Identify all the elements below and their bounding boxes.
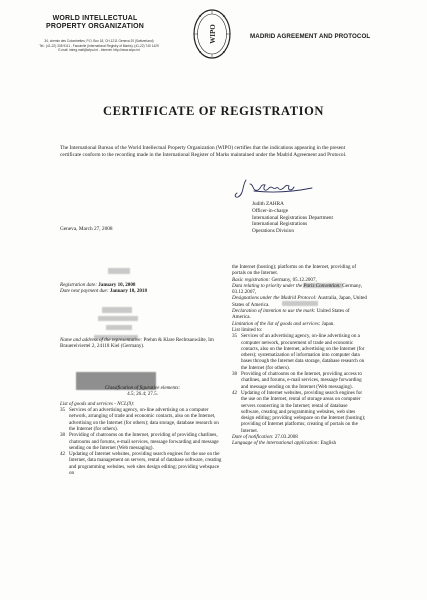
class-number: 42 [232, 389, 238, 396]
list-item [60, 407, 225, 432]
signer-title: Officer-in-charge [252, 207, 288, 214]
goods-list-label: List of goods and services - NCL(9): [60, 400, 135, 407]
list-item [232, 390, 367, 434]
registration-date-value: January 10, 2008 [98, 282, 136, 288]
next-payment-label: Date next payment due: [60, 288, 109, 295]
madrid-agreement-label: MADRID AGREEMENT AND PROTOCOL [250, 33, 371, 40]
designations-value: Australia, Japan, United States of America. [232, 295, 367, 308]
notification-value: 27.03.2008 [274, 434, 298, 441]
class-number: 35 [232, 333, 238, 340]
limitation-value: Japan. [321, 320, 335, 327]
priority-row [232, 283, 367, 296]
class-description: Providing of chatrooms on the Internet, providing access to chatlines, and forums, e-mail services, message forwarding and message sending on the Internet (Web messaging). [241, 371, 362, 390]
address-line-1: 34, chemin des Colombettes, P.O. Box 18, CH-1211 Geneva 20 (Switzerland) [44, 39, 154, 43]
designations-label: Designations under the Madrid Protocol: [232, 295, 317, 302]
class-number: 38 [232, 371, 238, 378]
representative-label: Name and address of the representative: [60, 336, 143, 343]
class-description: Services of an advertising agency, on-line advertising on a computer network, arranging of trade and economic contacts, also on the Internet, advertising on the Internet (for others); data storage, database research on the Internet (for others). [69, 407, 219, 432]
list-item [60, 451, 225, 476]
declaration-label: Declaration of intention to use the mark: [232, 308, 316, 315]
representative-block [60, 337, 225, 350]
representative-value: Prehm & Klare Rechtsanwälte, Im Brauereiviertel 2, 24118 Kiel (Germany). [60, 336, 214, 349]
place-and-date: Geneva, March 27, 2008 [60, 226, 113, 232]
certification-statement: The International Bureau of the World Intellectual Property Organization (WIPO) certifies that the indications appearing in the present certificate conform to the recording made in the International Register of Marks maintained under the Madrid Agreement and Protocol. [60, 145, 347, 159]
classification-label: Classification of figurative elements: [104, 385, 181, 392]
list-item [232, 333, 367, 371]
priority-value: Germany, 03.12.2007, [232, 282, 363, 296]
svg-text:WIPO: WIPO [209, 24, 217, 44]
class-description: Providing of chatrooms on the Internet, providing of providing chatlines, chatrooms and forums, e-mail services, message forwarding and message sending on the Internet (Web messaging). [69, 432, 219, 451]
handwritten-signature [232, 176, 322, 200]
language-row [232, 440, 367, 446]
class-number: 35 [60, 407, 66, 414]
signer-dept-1: International Registrations Department [252, 214, 333, 221]
registration-date-label: Registration date: [60, 282, 97, 288]
class-description: Updating of Internet websites, providing search engines for the use on the Internet, data management on servers, rental of database software, creating and programming websites, web sites design editing; providing webspace on [69, 451, 222, 477]
class-description: Services of an advertising agency, on-line advertising on a computer network, procurement of trade and economic contacts, also on the Internet, advertising on the Internet (for others); systematization of information into computer data bases through the Internet data storage, database research on the Internet (for others). [241, 333, 365, 371]
next-payment-value: January 10, 2018 [109, 288, 148, 295]
signer-name: Judith ZAHRA [252, 201, 284, 207]
basic-registration-value: Germany, 05.12.2007, [271, 276, 317, 283]
class-number: 42 [60, 451, 66, 458]
basic-registration-label: Basic registration: [232, 276, 271, 283]
priority-label: Data relating to priority under the Paris Convention: [232, 282, 341, 289]
right-column [232, 264, 367, 447]
signer-dept-2: International Registrations [252, 221, 308, 228]
goods-continuation: the Internet (hosting); platforms on the Internet, providing of portals on the Internet. [232, 264, 357, 277]
signer-block [252, 201, 333, 235]
org-line-1: WORLD INTELLECTUAL [52, 15, 138, 22]
notification-label: Date of notification: [232, 434, 274, 441]
signer-dept-3: Operations Division [252, 228, 294, 235]
address-line-3: E-mail: intreg.mail@wipo.int - Internet: http://www.wipo.int [58, 48, 140, 53]
list-item [232, 371, 367, 390]
certificate-title: CERTIFICATE OF REGISTRATION [102, 104, 325, 118]
limitation-label: Limitation of the list of goods and services: [232, 320, 321, 327]
language-value: English [320, 440, 337, 447]
declaration-row [232, 308, 367, 321]
class-number: 38 [60, 432, 66, 439]
list-item [60, 432, 225, 451]
class-description: Updating of Internet websites, providing search engines for the use on the Internet, rental of storage areas on computer servers connecting in the Internet; rental of database software, creating and programming websites, web sites design editing; providing webspace on the Internet (hosting); providing of Internet platforms; creating of portals on the Internet. [241, 389, 366, 434]
address-line-2: Tel.: (41-22) 338 9111 - Facsimile (International Registry of Marks): (41-22) 740 1429 [39, 43, 159, 48]
organization-address [14, 39, 184, 53]
left-column [60, 264, 225, 476]
language-label: Language of the international application: [232, 440, 320, 447]
designations-row [232, 295, 367, 308]
org-line-2: PROPERTY ORGANIZATION [45, 23, 145, 30]
limited-to-label: List limited to: [232, 326, 263, 333]
wipo-seal-icon [192, 8, 232, 60]
declaration-value: United States of America. [232, 308, 350, 321]
classification-value: 4.5; 26.4; 27.5. [127, 391, 158, 398]
organization-name [30, 15, 160, 31]
